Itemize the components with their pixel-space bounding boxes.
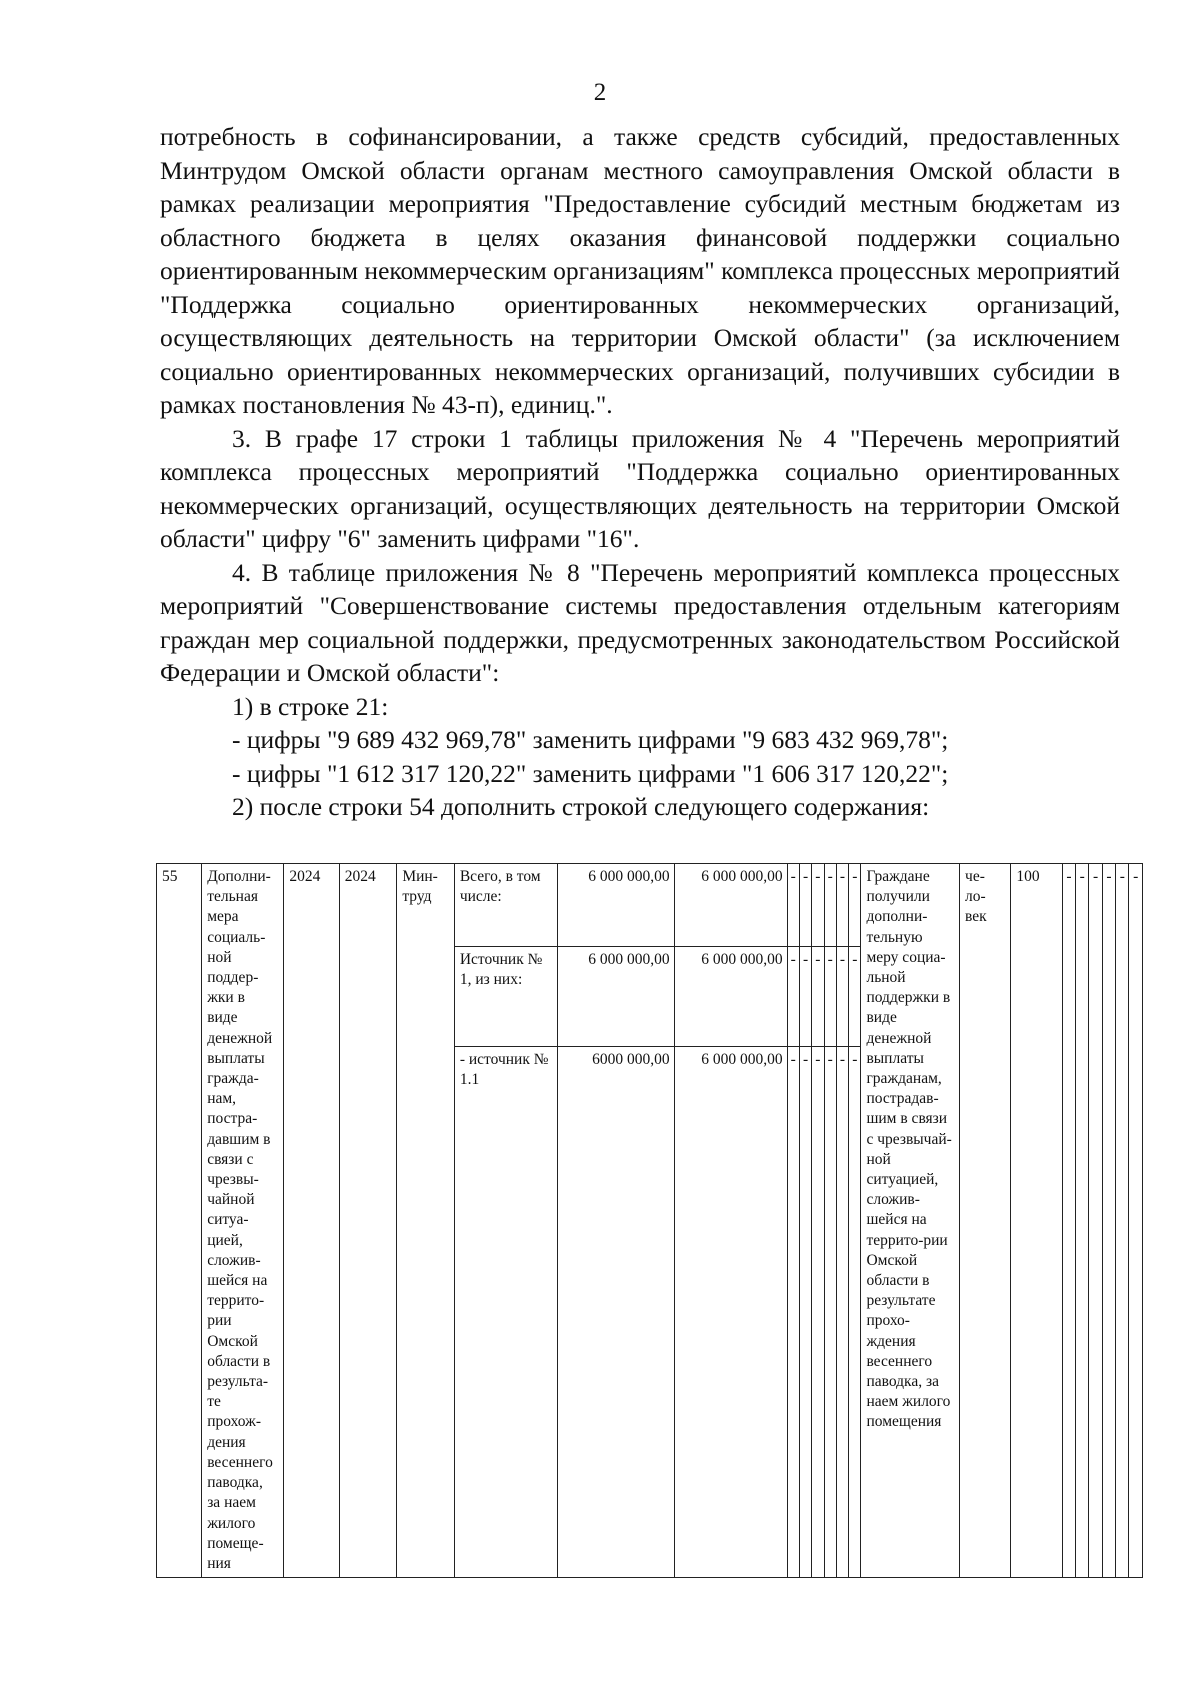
dash-cell: -: [1129, 864, 1143, 1578]
source-total-cell: 6 000 000,00: [557, 947, 674, 1047]
dash-cell: -: [812, 1047, 824, 1578]
source-total-cell: 6000 000,00: [557, 1047, 674, 1578]
measure-name-cell: Дополни-тельная мера социаль-ной поддер-жки в виде денежной выплаты гражда-нам, постра-давшим в связи с чрезвы-чайной ситуа-цией, сложив-шейся на террито-рии Омской области в результа-те прохож-дения весеннего паводка, за наем жилого помеще-ния: [202, 864, 284, 1578]
dash-cell: -: [799, 864, 811, 947]
insert-row-table: [156, 863, 1143, 1578]
row-number-cell: 55: [157, 864, 202, 1578]
dash-cell: -: [787, 864, 799, 947]
dash-cell: -: [787, 947, 799, 1047]
dash-cell: -: [849, 864, 861, 947]
source-label-cell: Источник № 1, из них:: [454, 947, 557, 1047]
dash-cell: -: [799, 947, 811, 1047]
dash-cell: -: [824, 864, 836, 947]
year-end-cell: 2024: [339, 864, 397, 1578]
dash-cell: -: [1076, 864, 1089, 1578]
dash-cell: -: [1089, 864, 1102, 1578]
dash-cell: -: [824, 1047, 836, 1578]
page-number: 2: [593, 79, 607, 106]
dash-cell: -: [836, 947, 848, 1047]
executor-cell: Мин-труд: [397, 864, 455, 1578]
result-cell: Граждане получили дополни-тельную меру социа-льной поддержки в виде денежной выплаты гражданам, пострадав-шим в связи с чрезвычай-ной ситуацией, сложив-шейся на террито-рии Омской области в результате прохо-ждения весеннего паводка, за наем жилого помещения: [861, 864, 960, 1578]
dash-cell: -: [812, 864, 824, 947]
dash-cell: -: [849, 1047, 861, 1578]
document-body: [160, 120, 1120, 824]
dash-cell: -: [1116, 864, 1129, 1578]
unit-cell: че-ло-век: [960, 864, 1011, 1578]
paragraph-1: потребность в софинансировании, а также средств субсидий, предоставленных Минтрудом Омской области органам местного самоуправления Омской области в рамках реализации мероприятия "Предоставление субсидий местным бюджетам из областного бюджета в целях оказания финансовой поддержки социально ориентированным некоммерческим организациям" комплекса процессных мероприятий "Поддержка социально ориентированных некоммерческих организаций, осуществляющих деятельность на территории Омской области" (за исключением социально ориентированных некоммерческих организаций, получивших субсидии в рамках постановления № 43-п), единиц.".: [160, 122, 1120, 419]
dash-cell: -: [799, 1047, 811, 1578]
source-year-cell: 6 000 000,00: [674, 864, 787, 947]
subitem-1: 1) в строке 21:: [232, 691, 389, 721]
source-year-cell: 6 000 000,00: [674, 947, 787, 1047]
subitem-dash-2: - цифры "1 612 317 120,22" заменить цифрами "1 606 317 120,22";: [232, 758, 949, 788]
paragraph-4: 4. В таблице приложения № 8 "Перечень мероприятий комплекса процессных мероприятий "Совершенствование системы предоставления отдельным категориям граждан мер социальной поддержки, предусмотренных законодательством Российской Федерации и Омской области":: [160, 557, 1120, 687]
dash-cell: -: [787, 1047, 799, 1578]
dash-cell: -: [812, 947, 824, 1047]
dash-cell: -: [849, 947, 861, 1047]
source-label-cell: Всего, в том числе:: [454, 864, 557, 947]
dash-cell: -: [1062, 864, 1075, 1578]
dash-cell: -: [836, 1047, 848, 1578]
dash-cell: -: [836, 864, 848, 947]
source-label-cell: - источник № 1.1: [454, 1047, 557, 1578]
dash-cell: -: [824, 947, 836, 1047]
source-year-cell: 6 000 000,00: [674, 1047, 787, 1578]
year-start-cell: 2024: [284, 864, 339, 1578]
subitem-2: 2) после строки 54 дополнить строкой следующего содержания:: [232, 792, 930, 821]
source-total-cell: 6 000 000,00: [557, 864, 674, 947]
subitem-dash-1: - цифры "9 689 432 969,78" заменить цифрами "9 683 432 969,78";: [232, 725, 949, 754]
paragraph-3: 3. В графе 17 строки 1 таблицы приложения № 4 "Перечень мероприятий комплекса процессных мероприятий "Поддержка социально ориентированных некоммерческих организаций, осуществляющих деятельность на территории Омской области" цифру "6" заменить цифрами "16".: [160, 423, 1120, 553]
dash-cell: -: [1102, 864, 1115, 1578]
value-cell: 100: [1011, 864, 1062, 1578]
